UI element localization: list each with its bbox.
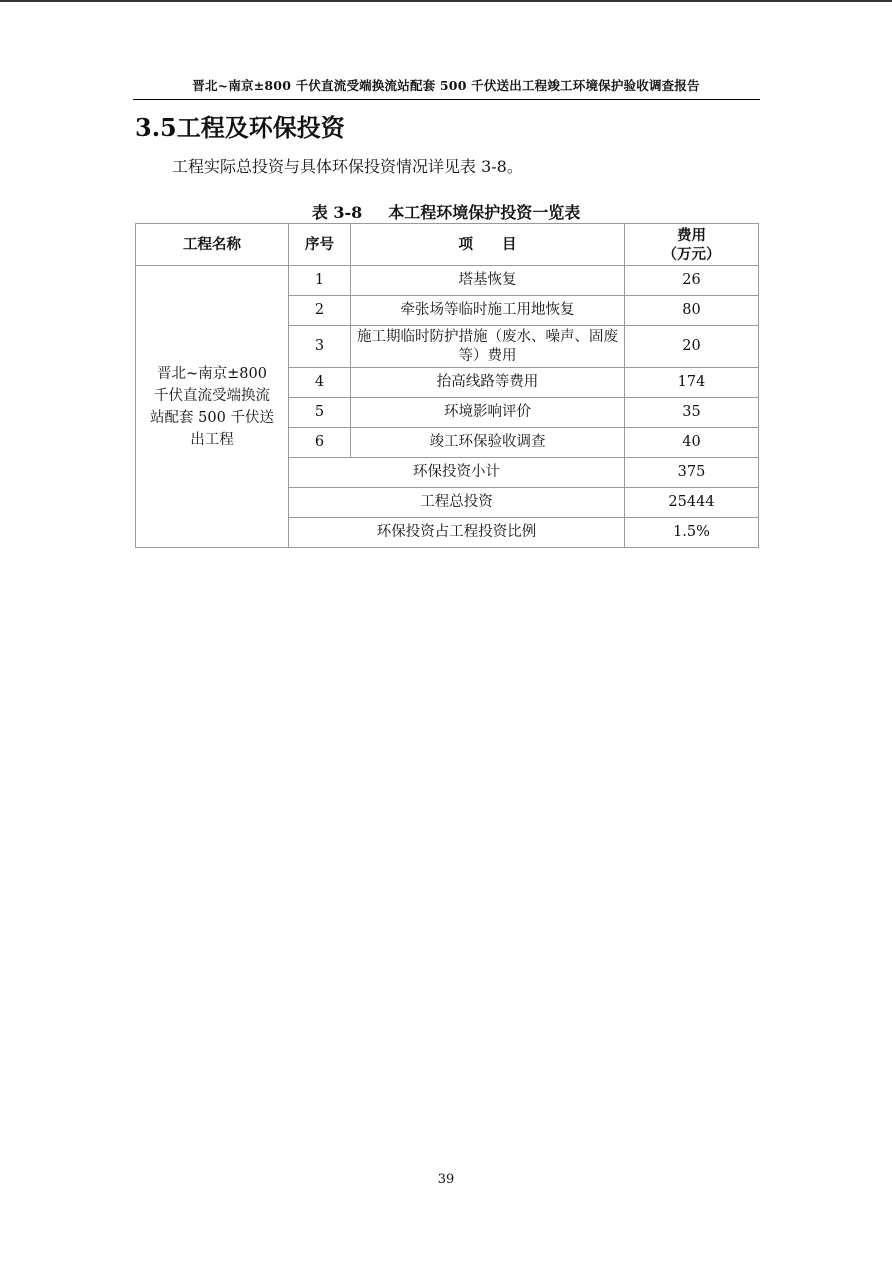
row-cost: 40 — [625, 428, 759, 458]
investment-table — [135, 223, 759, 548]
row-cost: 174 — [625, 368, 759, 398]
summary-value: 25444 — [625, 488, 759, 518]
row-item: 环境影响评价 — [351, 398, 625, 428]
row-item: 牵张场等临时施工用地恢复 — [351, 296, 625, 326]
row-item: 竣工环保验收调查 — [351, 428, 625, 458]
row-cost: 80 — [625, 296, 759, 326]
row-seq: 3 — [289, 326, 351, 368]
table-header-row — [136, 224, 759, 266]
body-paragraph: 工程实际总投资与具体环保投资情况详见表 3-8。 — [172, 157, 523, 176]
row-seq: 5 — [289, 398, 351, 428]
header-cost-line1: 费用 — [677, 226, 706, 244]
summary-label: 环保投资占工程投资比例 — [289, 518, 625, 548]
table-caption-title: 本工程环境保护投资一览表 — [388, 203, 581, 222]
row-seq: 1 — [289, 266, 351, 296]
table-row — [136, 266, 759, 296]
header-item: 项 目 — [351, 224, 625, 266]
top-border — [0, 0, 892, 2]
row-seq: 4 — [289, 368, 351, 398]
row-item: 施工期临时防护措施（废水、噪声、固废等）费用 — [351, 326, 625, 368]
table-caption — [135, 200, 757, 223]
row-cost: 26 — [625, 266, 759, 296]
row-seq: 2 — [289, 296, 351, 326]
header-project-name: 工程名称 — [136, 224, 289, 266]
row-item: 抬高线路等费用 — [351, 368, 625, 398]
summary-value: 375 — [625, 458, 759, 488]
row-cost: 35 — [625, 398, 759, 428]
row-cost: 20 — [625, 326, 759, 368]
summary-value: 1.5% — [625, 518, 759, 548]
running-header: 晋北~南京±800 千伏直流受端换流站配套 500 千伏送出工程竣工环境保护验收调查报告 — [192, 78, 700, 93]
row-seq: 6 — [289, 428, 351, 458]
row-item: 塔基恢复 — [351, 266, 625, 296]
header-rule — [133, 99, 760, 100]
table-caption-number: 表 3-8 — [311, 203, 363, 222]
header-cost — [625, 224, 759, 266]
summary-label: 环保投资小计 — [289, 458, 625, 488]
header-cost-line2: （万元） — [662, 245, 721, 263]
header-seq: 序号 — [289, 224, 351, 266]
project-name-cell: 晋北~南京±800 千伏直流受端换流站配套 500 千伏送出工程 — [136, 266, 289, 548]
page-number: 39 — [437, 1172, 455, 1187]
section-title: 3.5工程及环保投资 — [135, 113, 345, 142]
summary-label: 工程总投资 — [289, 488, 625, 518]
